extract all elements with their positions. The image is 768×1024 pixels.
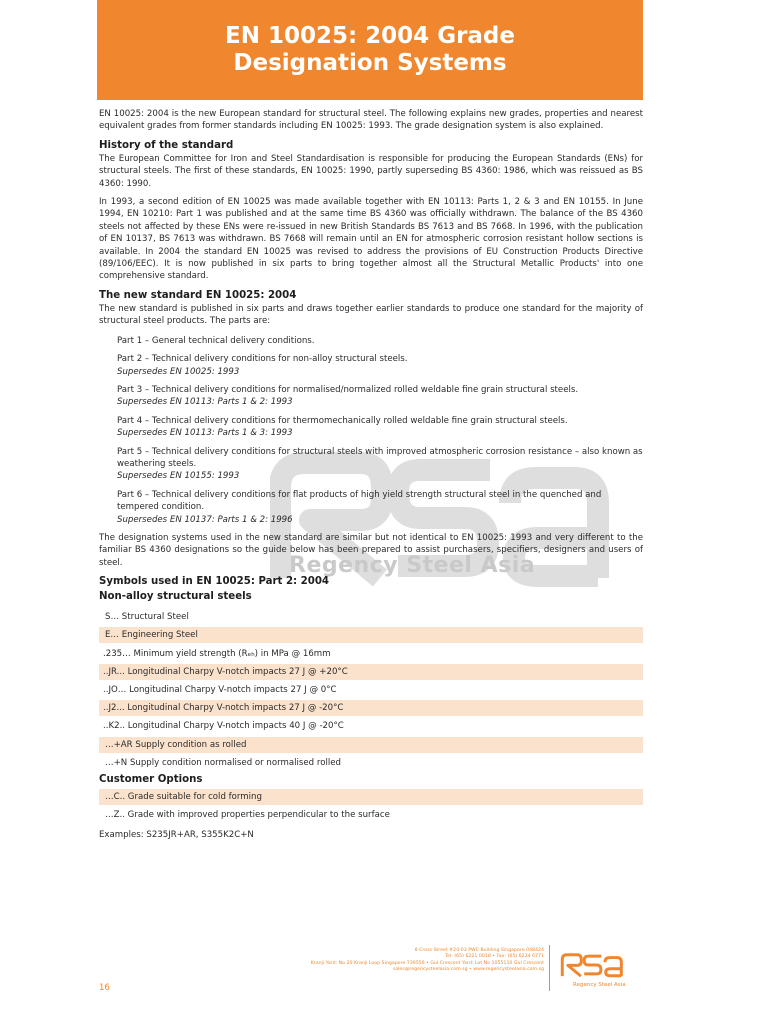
customer-options-heading: Customer Options <box>99 773 203 785</box>
history-paragraph-1: The European Committee for Iron and Steel Standardisation is responsible for producing the European Standards (ENs) for structural steels. The first of these standards, EN 10025: 1990, partly superseding BS 4360: 1986, which was reissued as BS 4360: 1990. <box>99 153 643 189</box>
document-body <box>99 108 643 841</box>
footer-address-line: Kranji Yard: No 20 Kranji Loop Singapore 739556 • Gul Crescent Yard: Lot No 1055110 Gul Crescent <box>310 960 544 966</box>
customer-options-list <box>99 789 643 823</box>
part-supersedes: Supersedes EN 10025: 1993 <box>117 366 240 377</box>
intro-paragraph: EN 10025: 2004 is the new European standard for structural steel. The following explains new grades, properties and nearest equivalent grades from former standards including EN 10025: 1993. The grade designation system is also explained. <box>99 109 643 132</box>
footer-logo-text: Regency Steel Asia <box>573 982 626 988</box>
list-item: …+AR Supply condition as rolled <box>99 737 643 753</box>
examples-text: Examples: S235JR+AR, S355K2C+N <box>99 830 254 841</box>
list-item: …+N Supply condition normalised or normalised rolled <box>105 757 341 768</box>
symbols-heading: Symbols used in EN 10025: Part 2: 2004 <box>99 576 330 588</box>
part-supersedes: Supersedes EN 10113: Parts 1 & 3: 1993 <box>117 428 293 439</box>
page-title: EN 10025: 2004 Grade Designation Systems <box>224 23 515 76</box>
part-text: Part 4 – Technical delivery conditions for thermomechanically rolled weldable fine grain structural steels. <box>117 415 568 426</box>
footer-address-line: Tel: (65) 6221 0018 • Fax: (65) 6224 6771 <box>445 954 544 960</box>
rsa-logo-icon <box>556 952 628 978</box>
footer-address-line: sales@regencysteelasia.com.sg • www.regencysteelasia.com.sg <box>392 967 544 973</box>
list-item: …C.. Grade suitable for cold forming <box>99 789 643 805</box>
history-heading: History of the standard <box>99 139 234 151</box>
parts-list <box>99 335 643 526</box>
part-text: Part 2 – Technical delivery conditions for non-alloy structural steels. <box>117 354 408 365</box>
page-number: 16 <box>99 983 110 993</box>
part-supersedes: Supersedes EN 10113: Parts 1 & 2: 1993 <box>117 397 293 408</box>
non-alloy-heading: Non-alloy structural steels <box>99 591 252 603</box>
part-text: Part 3 – Technical delivery conditions for normalised/normalized rolled weldable fine grain structural steels. <box>117 384 579 395</box>
list-item: S… Structural Steel <box>105 612 189 623</box>
title-banner <box>97 0 643 100</box>
list-item: ..J2... Longitudinal Charpy V-notch impacts 27 J @ -20°C <box>99 700 643 716</box>
list-item <box>117 384 643 409</box>
list-item: ..K2.. Longitudinal Charpy V-notch impacts 40 J @ -20°C <box>103 721 344 732</box>
symbols-list <box>99 609 643 771</box>
footer-divider <box>549 945 550 991</box>
list-item: .235… Minimum yield strength (Rₑₕ) in MPa @ 16mm <box>103 648 331 659</box>
part-text: Part 6 – Technical delivery conditions for flat products of high yield strength structural steel in the quenched and tempered condition. <box>117 489 602 513</box>
list-item <box>117 446 643 483</box>
list-item: ..JO… Longitudinal Charpy V-notch impacts 27 J @ 0°C <box>103 684 337 695</box>
part-supersedes: Supersedes EN 10137: Parts 1 & 2: 1996 <box>117 514 293 525</box>
watermark-text: Regency Steel Asia <box>289 553 536 578</box>
part-text: Part 1 – General technical delivery conditions. <box>117 335 315 346</box>
list-item <box>117 335 643 347</box>
list-item: ..JR... Longitudinal Charpy V-notch impacts 27 J @ +20°C <box>99 664 643 680</box>
list-item: …Z.. Grade with improved properties perpendicular to the surface <box>105 810 390 821</box>
new-standard-heading: The new standard EN 10025: 2004 <box>99 289 297 301</box>
list-item <box>117 353 643 378</box>
new-standard-paragraph: The new standard is published in six parts and draws together earlier standards to produce one standard for the majority of structural steel products. The parts are: <box>99 303 643 327</box>
list-item: E… Engineering Steel <box>99 627 643 643</box>
part-text: Part 5 – Technical delivery conditions for structural steels with improved atmospheric corrosion resistance – also known as weathering steels. <box>117 446 643 469</box>
footer-address <box>204 948 544 974</box>
footer-address-line: 8 Cross Street #24-03 PWC Building Singapore 048424 <box>414 948 544 953</box>
list-item <box>117 489 643 526</box>
designation-paragraph: The designation systems used in the new standard are similar but not identical to EN 10025: 1993 and very different to the familiar BS 4360 designations so the guide below has been prepared to assist purchasers, specifiers, designers and users of steel. <box>99 532 643 568</box>
history-paragraph-2: In 1993, a second edition of EN 10025 was made available together with EN 10113: Parts 1, 2 & 3 and EN 10155. In June 1994, EN 10210: Part 1 was published and at the same time BS 4360 was officially withdrawn. The balance of the BS 4360 steels not affected by these ENs were re-issued in new British Standards BS 7613 and BS 7668. In 1996, with the publication of EN 10137, BS 7613 was withdrawn. BS 7668 will remain until an EN for atmospheric corrosion resistant hollow sections is available. In 2004 the standard EN 10025 was revised to address the provisions of EU Construction Products Directive (89/106/EEC). It is now published in six parts to bring together almost all the Structural Metallic Products' into one comprehensive standard. <box>99 197 643 282</box>
part-supersedes: Supersedes EN 10155: 1993 <box>117 471 240 482</box>
list-item <box>117 415 643 440</box>
